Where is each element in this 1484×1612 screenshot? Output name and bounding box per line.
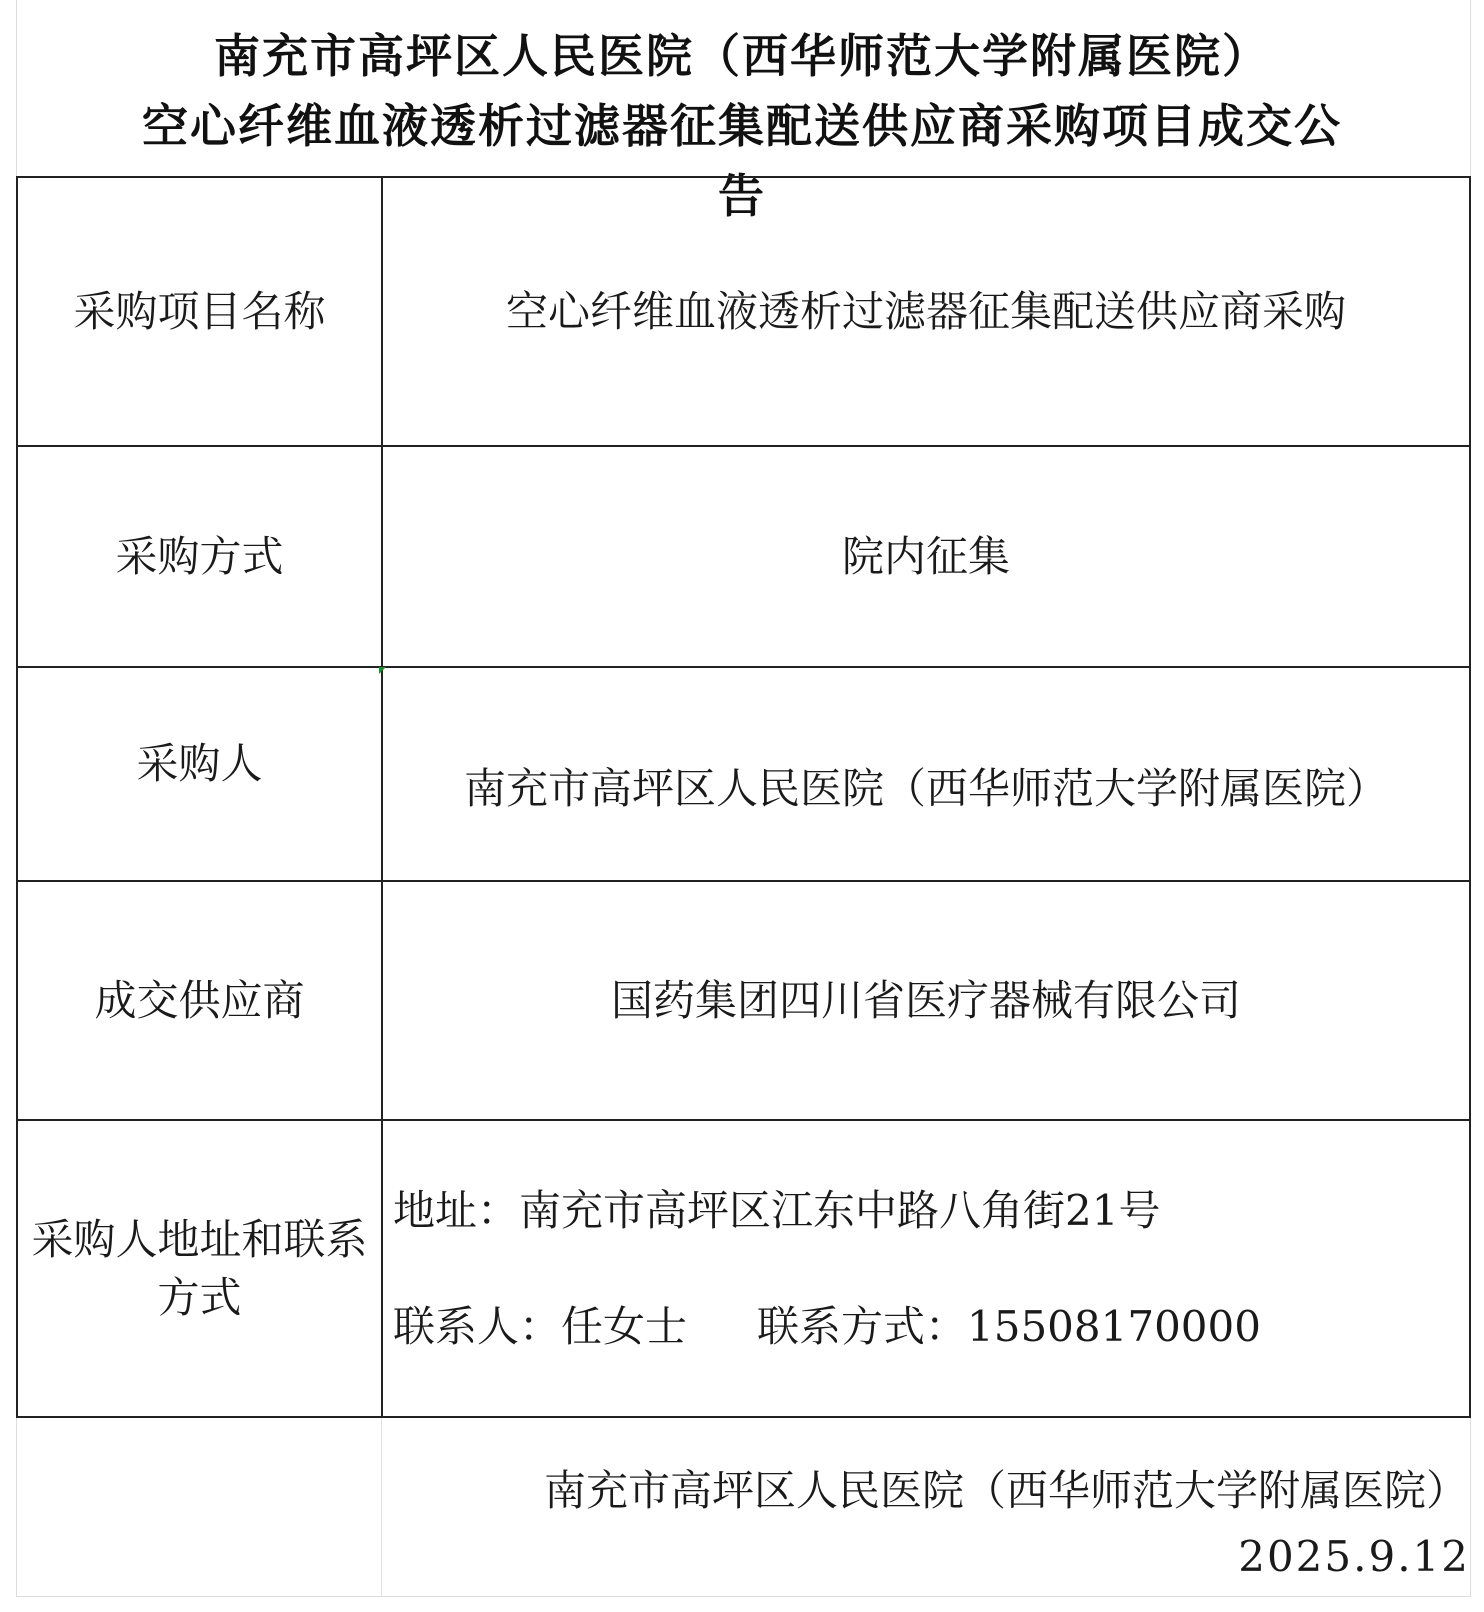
issuer-signature: 南充市高坪区人民医院（西华师范大学附属医院） [543, 1466, 1468, 1515]
table-row-contact [18, 1121, 1469, 1416]
gridline-right-footer [1470, 1418, 1471, 1596]
contact-phone: 联系方式：15508170000 [757, 1301, 1261, 1351]
footer-gridline [381, 1418, 382, 1596]
table-row-procurement-method [18, 447, 1469, 668]
value-supplier: 国药集团四川省医疗器械有限公司 [610, 975, 1241, 1025]
contact-address: 地址：南充市高坪区江东中路八角街21号 [393, 1185, 1161, 1235]
label-procurement-method: 采购方式 [18, 447, 383, 666]
value-project-name: 空心纤维血液透析过滤器征集配送供应商采购 [505, 286, 1346, 336]
contact-person: 联系人：任女士 [393, 1301, 688, 1351]
label-purchaser: 采购人 [18, 668, 383, 880]
title-line-2: 空心纤维血液透析过滤器征集配送供应商采购项目成交公 [142, 99, 1342, 153]
label-project-name: 采购项目名称 [18, 178, 383, 445]
issue-date: 2025.9.12 [1238, 1532, 1470, 1581]
label-contact: 采购人地址和联系方式 [18, 1121, 383, 1416]
table-row-supplier [18, 882, 1469, 1121]
gridline-left-footer [16, 1418, 17, 1596]
table-row-project-name [18, 178, 1469, 447]
title-line-1: 南充市高坪区人民医院（西华师范大学附属医院） [214, 29, 1270, 83]
label-supplier: 成交供应商 [18, 882, 383, 1119]
value-contact [383, 1121, 1469, 1416]
gridline-bottom [16, 1596, 1471, 1597]
award-table [16, 176, 1471, 1418]
table-row-purchaser [18, 668, 1469, 882]
value-procurement-method: 院内征集 [841, 531, 1010, 581]
contact-line [393, 1298, 1261, 1356]
title-line-3-clipped [0, 162, 1484, 223]
cell-comment-marker [379, 667, 386, 674]
title-line-3-text: 告 [718, 169, 766, 223]
value-purchaser: 南充市高坪区人民医院（西华师范大学附属医院） [463, 764, 1388, 813]
